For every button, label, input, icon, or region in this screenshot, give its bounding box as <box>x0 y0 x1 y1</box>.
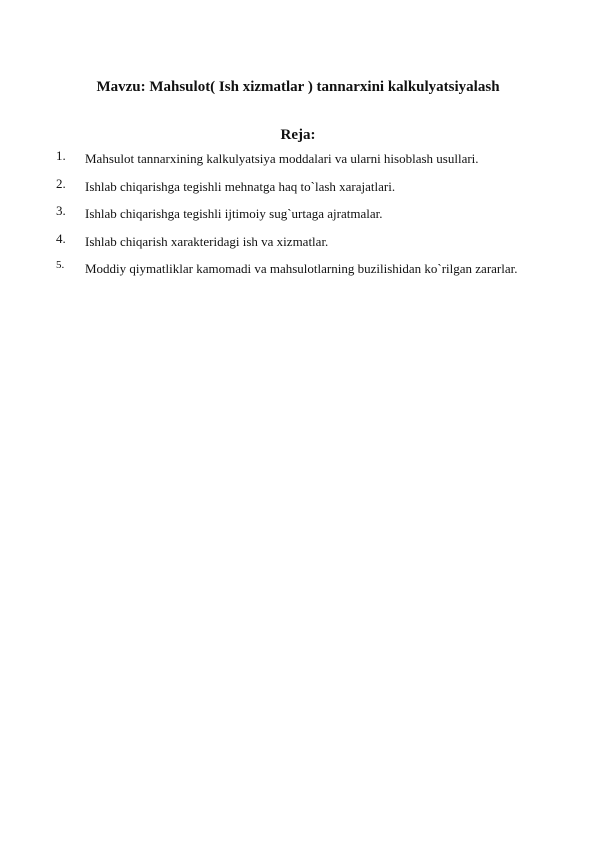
list-item-number: 5. <box>56 259 65 272</box>
list-item-number: 3. <box>56 203 66 219</box>
list-item-number: 1. <box>56 148 66 163</box>
list-item-text: Ishlab chiqarishga tegishli mehnatga haq to`lash xarajatlari. <box>85 178 396 194</box>
list-item <box>56 175 536 198</box>
list-item <box>56 202 536 225</box>
list-item-text: Mahsulot tannarxining kalkulyatsiya moddalari va ularni hisoblash usullari. <box>85 151 479 166</box>
list-item-number: 2. <box>56 175 66 191</box>
list-item-number: 4. <box>56 230 66 246</box>
plan-list <box>56 150 536 288</box>
plan-heading: Reja: <box>280 127 316 143</box>
list-item-text: Ishlab chiqarishga tegishli ijtimoiy sug`urtaga ajratmalar. <box>85 206 383 222</box>
list-item <box>56 230 536 253</box>
list-item <box>56 257 536 280</box>
document-title: Mavzu: Mahsulot( Ish xizmatlar ) tannarxini kalkulyatsiyalash <box>96 79 500 95</box>
list-item-text: Moddiy qiymatliklar kamomadi va mahsulotlarning buzilishidan ko`rilgan zararlar. <box>85 261 518 277</box>
list-item-text: Ishlab chiqarish xarakteridagi ish va xizmatlar. <box>85 233 329 249</box>
list-item <box>56 147 536 170</box>
